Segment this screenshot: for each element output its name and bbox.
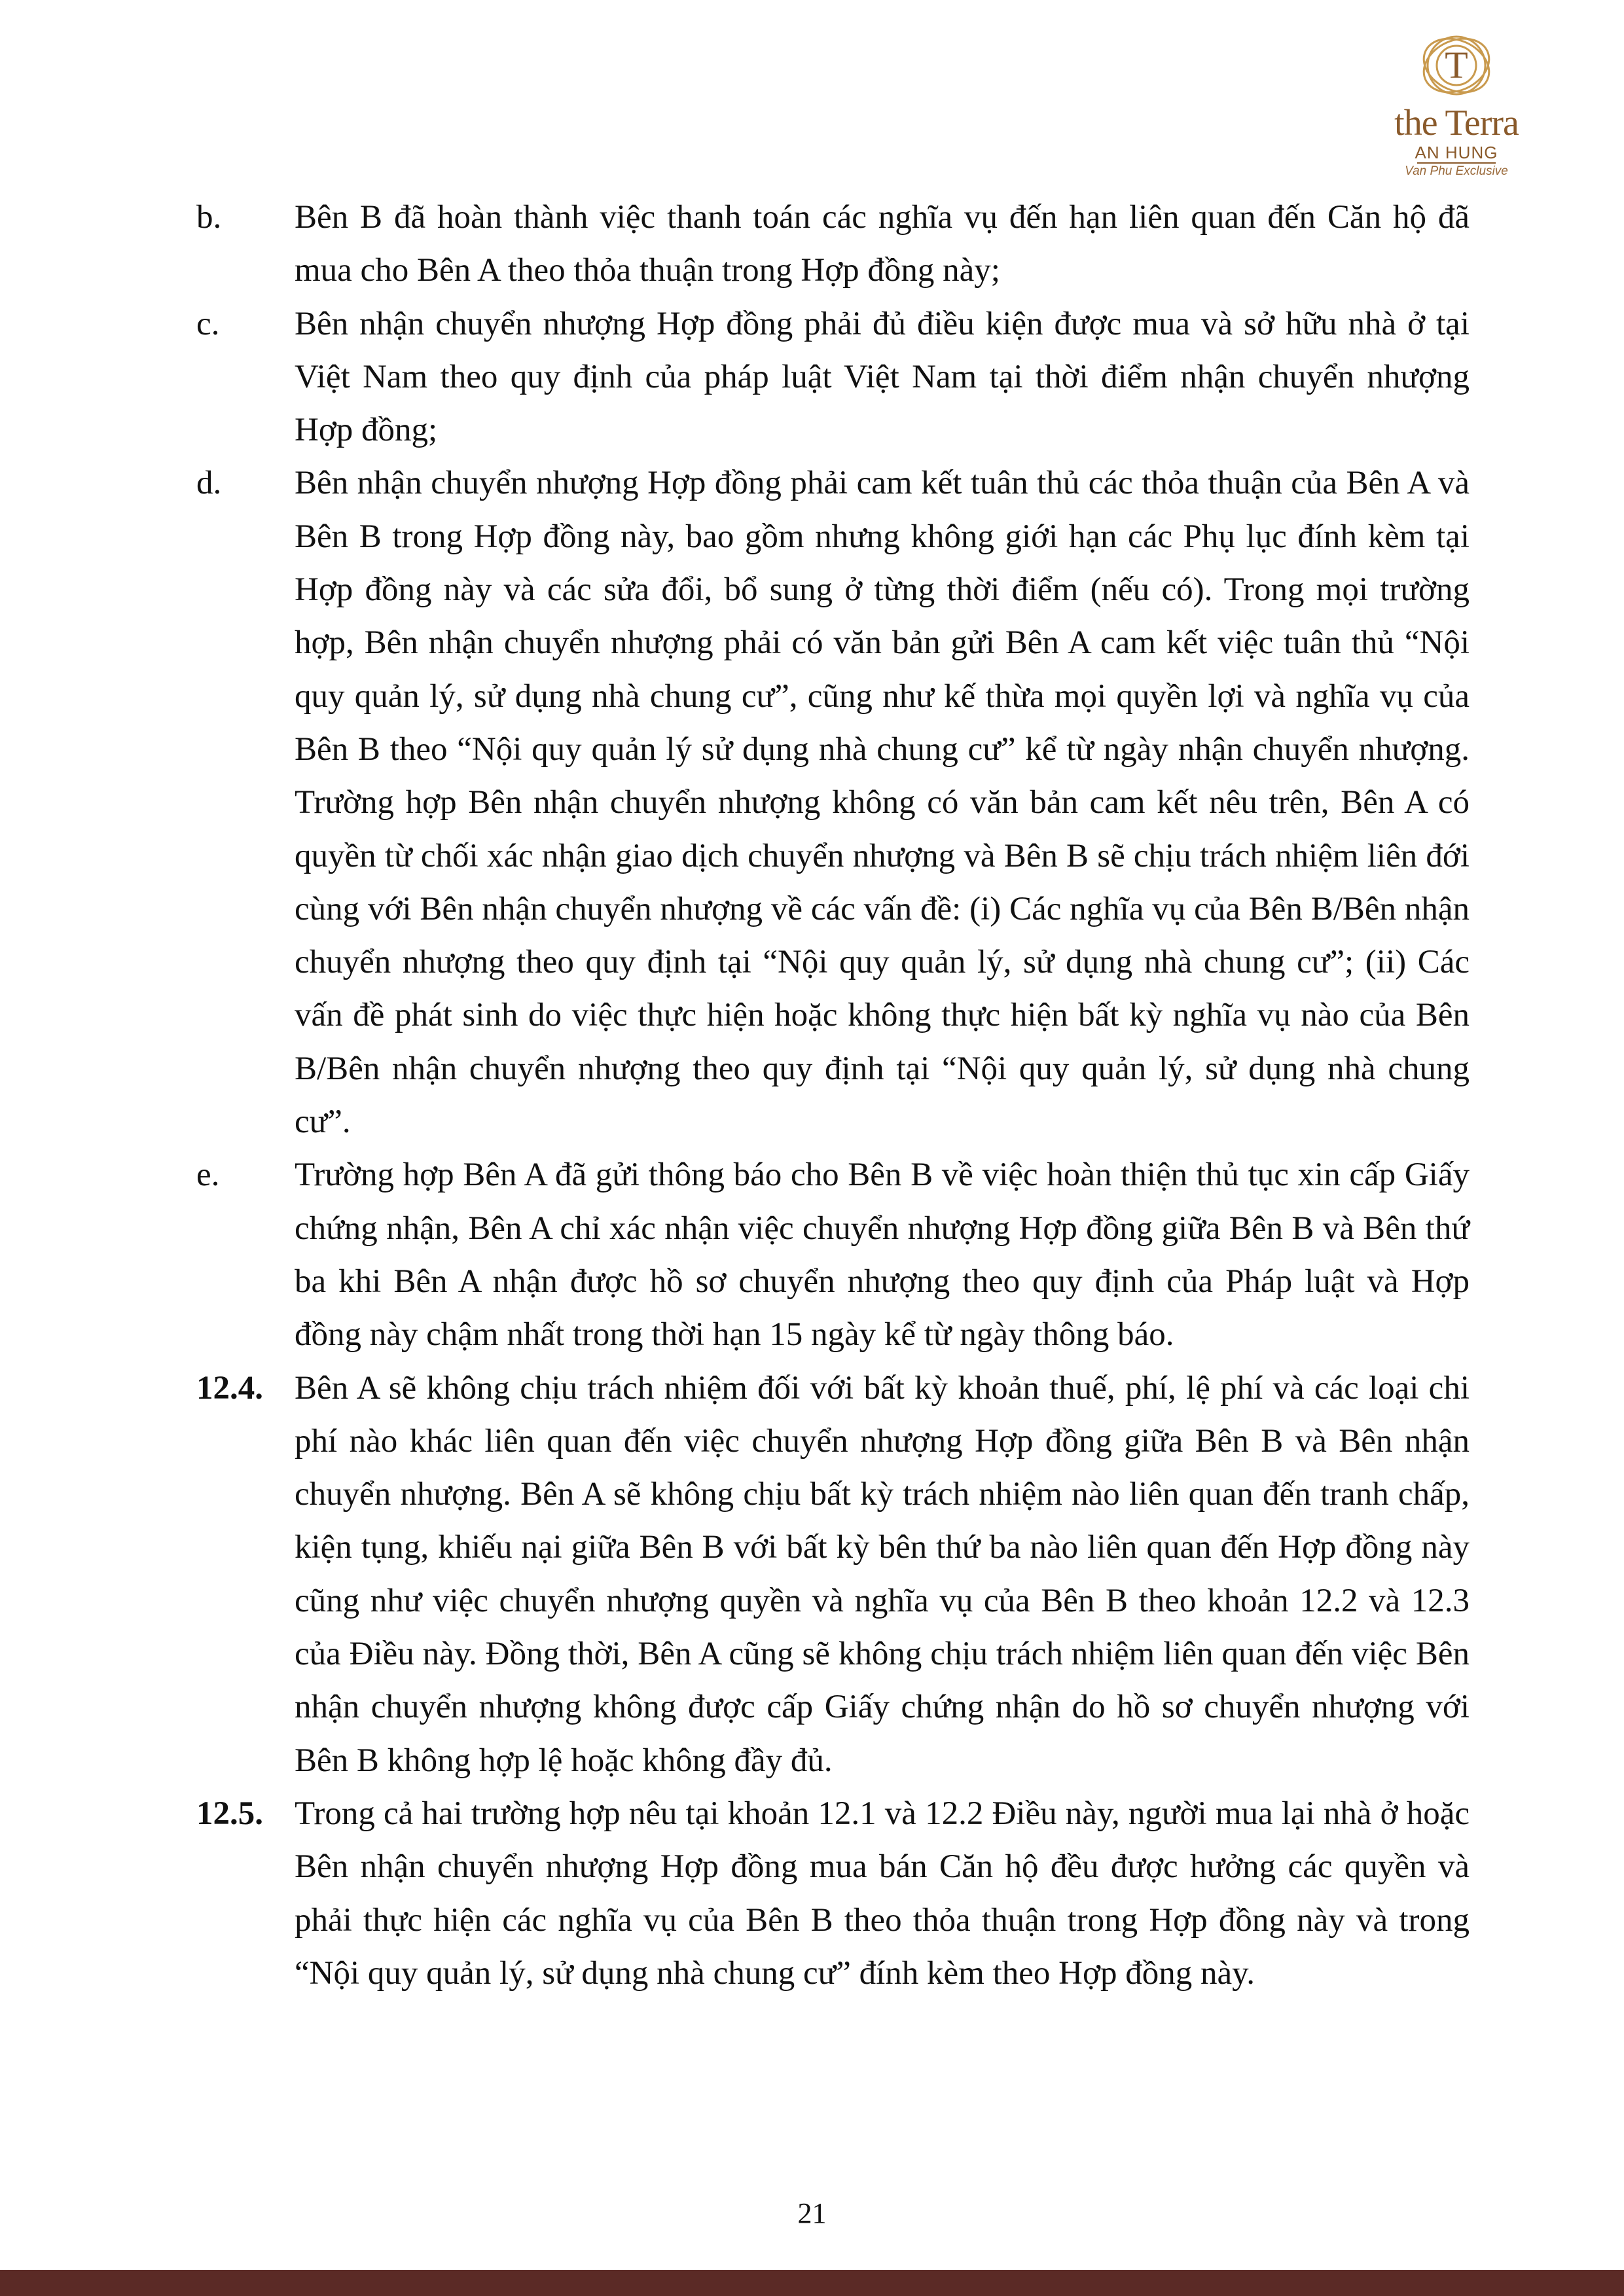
clause-number: 12.4. [196, 1369, 263, 1407]
clause-item-12-5 [196, 1787, 1470, 2000]
clause-marker: b. [196, 199, 222, 236]
clause-text: Bên nhận chuyển nhượng Hợp đồng phải đủ điều kiện được mua và sở hữu nhà ở tại Việt Nam theo quy định của pháp luật Việt Nam tại thời điểm nhận chuyển nhượng Hợp đồng; [295, 305, 1470, 449]
clause-item-d [196, 457, 1470, 1149]
clause-number: 12.5. [196, 1795, 263, 1832]
clause-text: Bên B đã hoàn thành việc thanh toán các nghĩa vụ đến hạn liên quan đến Căn hộ đã mua cho Bên A theo thỏa thuận trong Hợp đồng này; [295, 199, 1470, 289]
clause-text: Trường hợp Bên A đã gửi thông báo cho Bên B về việc hoàn thiện thủ tục xin cấp Giấy chứng nhận, Bên A chỉ xác nhận việc chuyển nhượng Hợp đồng giữa Bên B và Bên thứ ba khi Bên A nhận được hồ sơ chuyển nhượng theo quy định của Pháp luật và Hợp đồng này chậm nhất trong thời hạn 15 ngày kể từ ngày thông báo. [295, 1157, 1470, 1354]
clause-item-e [196, 1149, 1470, 1361]
clause-item-12-4 [196, 1362, 1470, 1787]
clause-text: Trong cả hai trường hợp nêu tại khoản 12.1 và 12.2 Điều này, người mua lại nhà ở hoặc Bên nhận chuyển nhượng Hợp đồng mua bán Căn hộ đều được hưởng các quyền và phải thực hiện các nghĩa vụ của Bên B theo thỏa thuận trong Hợp đồng này và trong “Nội quy quản lý, sử dụng nhà chung cư” đính kèm theo Hợp đồng này. [295, 1795, 1470, 1992]
document-body [196, 191, 1470, 2000]
logo-brand-name: the Terra [1394, 103, 1519, 143]
logo-subtitle: AN HUNG [1415, 143, 1498, 162]
page-number: 21 [797, 2197, 827, 2229]
footer-bar [0, 2270, 1624, 2296]
clause-marker: e. [196, 1157, 220, 1194]
logo-tagline: Van Phu Exclusive [1405, 164, 1508, 178]
brand-logo [1371, 26, 1542, 190]
clause-marker: c. [196, 305, 220, 342]
clause-item-b [196, 191, 1470, 298]
clause-text: Bên A sẽ không chịu trách nhiệm đối với bất kỳ khoản thuế, phí, lệ phí và các loại chi phí nào khác liên quan đến việc chuyển nhượng Hợp đồng giữa Bên B và Bên nhận chuyển nhượng. Bên A sẽ không chịu bất kỳ trách nhiệm nào liên quan đến tranh chấp, kiện tụng, khiếu nại giữa Bên B với bất kỳ bên thứ ba nào liên quan đến Hợp đồng này cũng như việc chuyển nhượng quyền và nghĩa vụ của Bên B theo khoản 12.2 và 12.3 của Điều này. Đồng thời, Bên A cũng sẽ không chịu trách nhiệm liên quan đến việc Bên nhận chuyển nhượng không được cấp Giấy chứng nhận do hồ sơ chuyển nhượng với Bên B không hợp lệ hoặc không đầy đủ. [295, 1369, 1470, 1779]
clause-text: Bên nhận chuyển nhượng Hợp đồng phải cam kết tuân thủ các thỏa thuận của Bên A và Bên B trong Hợp đồng này, bao gồm nhưng không giới hạn các Phụ lục đính kèm tại Hợp đồng này và các sửa đổi, bổ sung ở từng thời điểm (nếu có). Trong mọi trường hợp, Bên nhận chuyển nhượng phải có văn bản gửi Bên A cam kết việc tuân thủ “Nội quy quản lý, sử dụng nhà chung cư”, cũng như kế thừa mọi quyền lợi và nghĩa vụ của Bên B theo “Nội quy quản lý sử dụng nhà chung cư” kể từ ngày nhận chuyển nhượng. Trường hợp Bên nhận chuyển nhượng không có văn bản cam kết nêu trên, Bên A có quyền từ chối xác nhận giao dịch chuyển nhượng và Bên B sẽ chịu trách nhiệm liên đới cùng với Bên nhận chuyển nhượng về các vấn đề: (i) Các nghĩa vụ của Bên B/Bên nhận chuyển nhượng theo quy định tại “Nội quy quản lý, sử dụng nhà chung cư”; (ii) Các vấn đề phát sinh do việc thực hiện hoặc không thực hiện bất kỳ nghĩa vụ nào của Bên B/Bên nhận chuyển nhượng theo quy định tại “Nội quy quản lý, sử dụng nhà chung cư”. [295, 465, 1470, 1141]
clause-marker: d. [196, 465, 222, 502]
clause-item-c [196, 298, 1470, 457]
logo-emblem-letter: T [1445, 44, 1468, 86]
